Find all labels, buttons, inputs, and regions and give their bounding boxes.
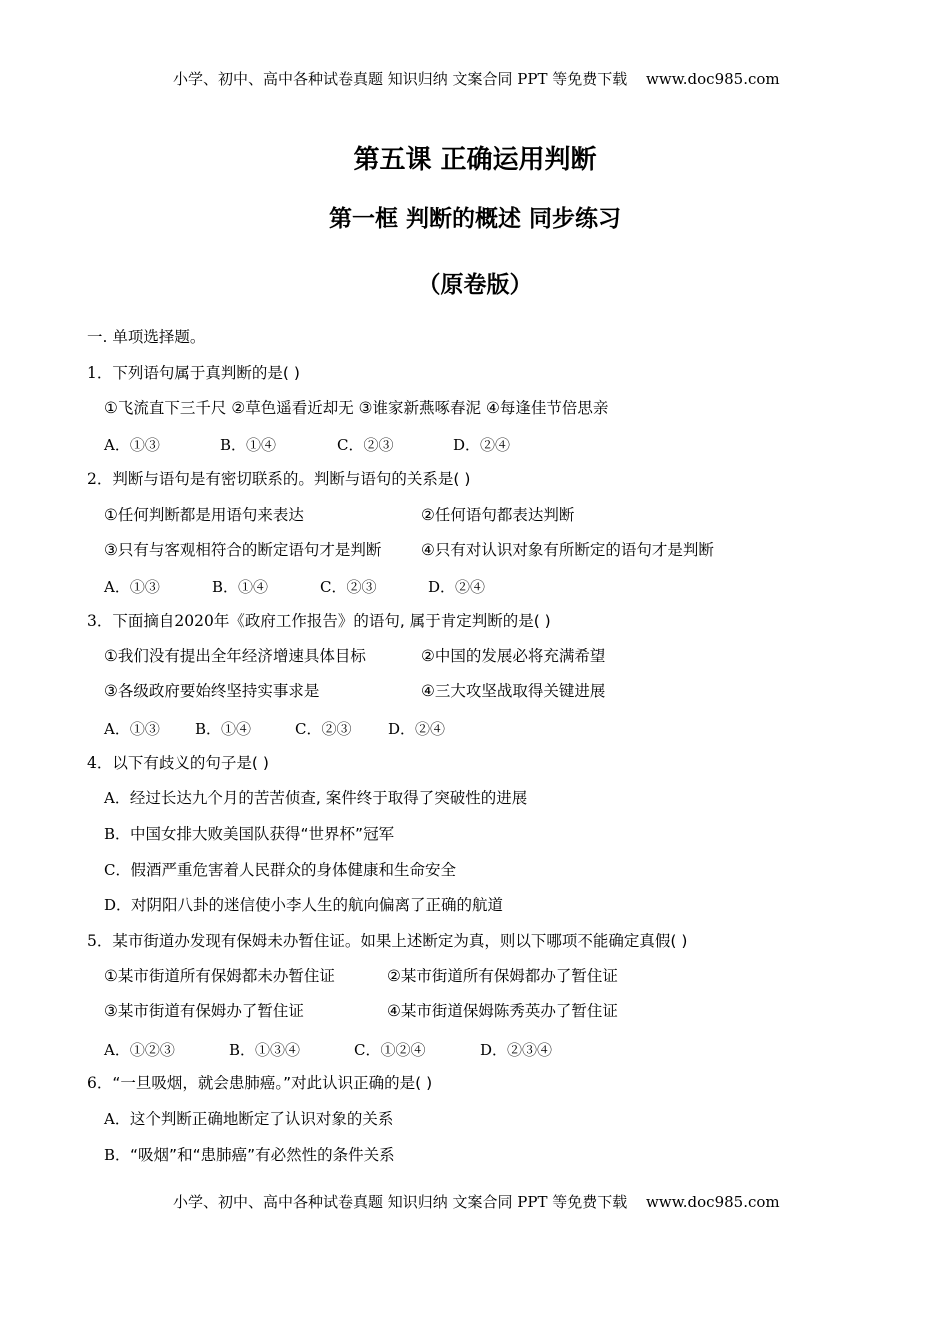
- question-1-statements: ①飞流直下三千尺 ②草色遥看近却无 ③谁家新燕啄春泥 ④每逢佳节倍思亲: [104, 399, 609, 417]
- question-3-text-pre: 下面摘自: [112, 612, 175, 630]
- question-5-choice-c: C．①②④: [354, 1041, 426, 1059]
- question-5-statement-1: ①某市街道所有保姆都未办暂住证: [104, 967, 335, 985]
- question-6-number: 6．: [87, 1074, 113, 1092]
- option-letter: C．: [104, 861, 131, 879]
- option-text: 经过长达九个月的苦苦侦查, 案件终于取得了突破性的进展: [129, 789, 528, 807]
- question-2-statement-3: ③只有与客观相符合的断定语句才是判断: [104, 541, 382, 559]
- question-1-stem: [87, 363, 300, 383]
- question-4-stem: [87, 753, 269, 773]
- page-subtitle: 第一框 判断的概述 同步练习: [328, 206, 621, 232]
- header-banner-url: www.doc985.com: [646, 70, 780, 88]
- question-2-statement-2: ②任何语句都表达判断: [421, 506, 575, 524]
- option-letter: A．: [104, 1110, 130, 1128]
- question-2-choice-b: B．①④: [212, 578, 269, 596]
- question-3-choice-a: A．①③: [104, 720, 160, 738]
- question-2-statement-4: ④只有对认识对象有所断定的语句才是判断: [421, 541, 714, 559]
- question-5-choice-d: D．②③④: [480, 1041, 553, 1059]
- option-text: “吸烟”和“患肺癌”有必然性的条件关系: [130, 1146, 395, 1164]
- question-2-text: 判断与语句是有密切联系的。判断与语句的关系是( ): [112, 470, 471, 488]
- question-1-choice-b: B．①④: [220, 436, 277, 454]
- edition-label: （原卷版）: [417, 272, 533, 298]
- question-6-option-b: [104, 1145, 395, 1165]
- question-3-statement-4: ④三大攻坚战取得关键进展: [421, 682, 606, 700]
- question-3-statement-1: ①我们没有提出全年经济增速具体目标: [104, 647, 366, 665]
- question-6-option-a: [104, 1109, 393, 1129]
- question-3-stem: [87, 611, 551, 631]
- question-3-statement-3: ③各级政府要始终坚持实事求是: [104, 682, 320, 700]
- question-2-stem: [87, 469, 470, 489]
- question-2-number: 2．: [87, 470, 113, 488]
- question-1-choice-a: A．①③: [104, 436, 160, 454]
- section-heading: 一. 单项选择题。: [87, 328, 206, 346]
- footer-banner-url: www.doc985.com: [646, 1193, 780, 1211]
- header-banner-text: 小学、初中、高中各种试卷真题 知识归纳 文案合同 PPT 等免费下载: [173, 70, 628, 88]
- question-2-statement-1: ①任何判断都是用语句来表达: [104, 506, 304, 524]
- footer-banner-text: 小学、初中、高中各种试卷真题 知识归纳 文案合同 PPT 等免费下载: [173, 1193, 628, 1211]
- question-1-choice-d: D．②④: [453, 436, 511, 454]
- question-5-stem: [87, 931, 687, 951]
- question-3-choice-d: D．②④: [388, 720, 446, 738]
- option-letter: B．: [104, 1146, 131, 1164]
- option-letter: B．: [104, 825, 131, 843]
- question-1-choice-c: C．②③: [337, 436, 394, 454]
- question-2-choice-c: C．②③: [320, 578, 377, 596]
- question-6-stem: [87, 1073, 432, 1093]
- question-4-number: 4．: [87, 754, 113, 772]
- option-text: 假酒严重危害着人民群众的身体健康和生命安全: [130, 861, 456, 879]
- question-4-option-b: [104, 824, 394, 844]
- question-3-text-post: 年《政府工作报告》的语句, 属于肯定判断的是( ): [213, 612, 551, 630]
- question-3-number: 3．: [87, 612, 113, 630]
- option-text: 中国女排大败美国队获得“世界杯”冠军: [130, 825, 395, 843]
- question-5-choice-a: A．①②③: [104, 1041, 175, 1059]
- question-5-text: 某市街道办发现有保姆未办暂住证。如果上述断定为真，则以下哪项不能确定真假( ): [112, 932, 688, 950]
- option-text: 对阴阳八卦的迷信使小李人生的航向偏离了正确的航道: [131, 896, 504, 914]
- question-5-statement-4: ④某市街道保姆陈秀英办了暂住证: [387, 1002, 618, 1020]
- question-4-option-a: [104, 788, 527, 808]
- question-3-choice-c: C．②③: [295, 720, 352, 738]
- question-2-choice-a: A．①③: [104, 578, 160, 596]
- question-5-choice-b: B．①③④: [229, 1041, 301, 1059]
- footer-banner: [173, 1191, 780, 1212]
- question-6-text: “一旦吸烟，就会患肺癌。”对此认识正确的是( ): [112, 1074, 433, 1092]
- question-4-text: 以下有歧义的句子是( ): [112, 754, 269, 772]
- option-letter: A．: [104, 789, 130, 807]
- question-4-option-d: [104, 895, 503, 915]
- question-3-choice-b: B．①④: [195, 720, 252, 738]
- option-text: 这个判断正确地断定了认识对象的关系: [129, 1110, 394, 1128]
- question-3-year: 2020: [174, 612, 214, 630]
- page-title: 第五课 正确运用判断: [353, 145, 597, 175]
- question-5-statement-3: ③某市街道有保姆办了暂住证: [104, 1002, 304, 1020]
- question-1-number: 1．: [87, 364, 113, 382]
- question-5-number: 5．: [87, 932, 113, 950]
- question-5-statement-2: ②某市街道所有保姆都办了暂住证: [387, 967, 618, 985]
- option-letter: D．: [104, 896, 132, 914]
- header-banner: [173, 68, 780, 89]
- question-1-text: 下列语句属于真判断的是( ): [112, 364, 300, 382]
- question-3-statement-2: ②中国的发展必将充满希望: [421, 647, 606, 665]
- question-2-choice-d: D．②④: [428, 578, 486, 596]
- question-4-option-c: [104, 860, 456, 880]
